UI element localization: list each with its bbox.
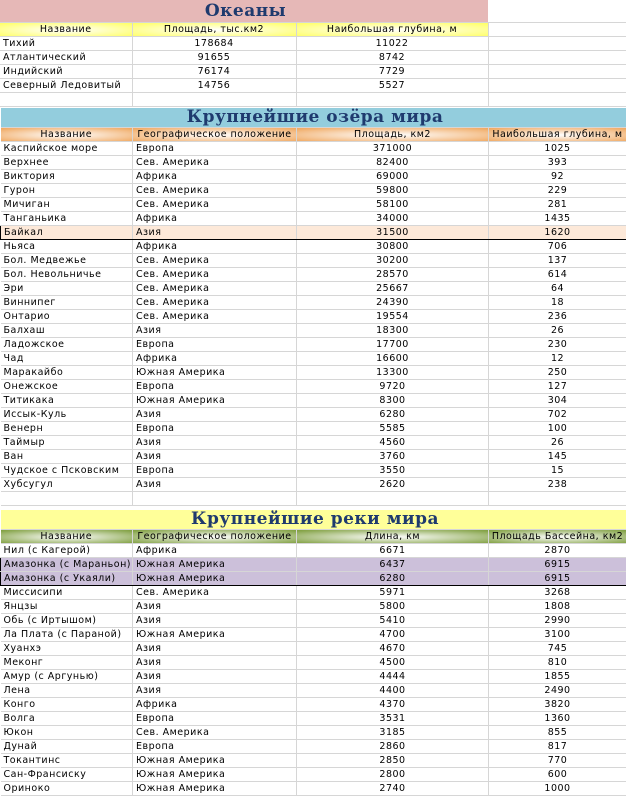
rivers-cell: 1360 [489, 712, 626, 726]
lakes-cell: Чад [1, 352, 133, 366]
rivers-cell: Южная Америка [133, 558, 297, 572]
table-row[interactable] [1, 296, 626, 310]
lakes-cell: Ладожское [1, 338, 133, 352]
lakes-cell: 58100 [297, 198, 489, 212]
lakes-cell: 250 [489, 366, 626, 380]
rivers-cell: Ла Плата (с Параной) [1, 628, 133, 642]
lakes-header-0: Название [1, 128, 133, 142]
rivers-cell: Европа [133, 712, 297, 726]
empty-row [1, 492, 626, 506]
oceans-table [0, 0, 626, 107]
rivers-cell: 4670 [297, 642, 489, 656]
oceans-cell: 178684 [132, 37, 296, 51]
table-row[interactable] [1, 754, 626, 768]
lakes-cell: Африка [133, 240, 297, 254]
rivers-cell: Амазонка (с Укаяли) [1, 572, 133, 586]
lakes-cell: Африка [133, 170, 297, 184]
lakes-cell: Бол. Медвежье [1, 254, 133, 268]
lakes-cell: Сев. Америка [133, 254, 297, 268]
rivers-cell: Ориноко [1, 782, 133, 796]
rivers-cell: Сев. Америка [133, 586, 297, 600]
table-row[interactable] [1, 254, 626, 268]
lakes-cell: Азия [133, 450, 297, 464]
lakes-cell: 13300 [297, 366, 489, 380]
lakes-cell: Европа [133, 338, 297, 352]
lakes-cell: Каспийское море [1, 142, 133, 156]
lakes-cell: 28570 [297, 268, 489, 282]
lakes-cell: Африка [133, 352, 297, 366]
rivers-cell: Южная Америка [133, 572, 297, 586]
lakes-cell: 19554 [297, 310, 489, 324]
lakes-cell: Европа [133, 464, 297, 478]
oceans-header-2: Наибольшая глубина, м [296, 23, 488, 37]
lakes-cell: 4560 [297, 436, 489, 450]
rivers-cell: Хуанхэ [1, 642, 133, 656]
rivers-header-2: Длина, км [297, 530, 489, 544]
oceans-cell: 8742 [296, 51, 488, 65]
table-row[interactable] [1, 422, 626, 436]
rivers-cell: Амазонка (с Мараньон) [1, 558, 133, 572]
rivers-cell: 2860 [297, 740, 489, 754]
lakes-cell: 702 [489, 408, 626, 422]
oceans-cell: 7729 [296, 65, 488, 79]
lakes-cell: 127 [489, 380, 626, 394]
lakes-cell: 25667 [297, 282, 489, 296]
rivers-cell: 1808 [489, 600, 626, 614]
lakes-title: Крупнейшие озёра мира [1, 108, 626, 128]
lakes-cell: 1025 [489, 142, 626, 156]
lakes-cell: Азия [133, 436, 297, 450]
lakes-cell: Иссык-Куль [1, 408, 133, 422]
rivers-cell: 3100 [489, 628, 626, 642]
oceans-cell: 14756 [132, 79, 296, 93]
lakes-cell: 137 [489, 254, 626, 268]
rivers-cell: 1000 [489, 782, 626, 796]
table-row[interactable] [1, 726, 626, 740]
rivers-cell: 600 [489, 768, 626, 782]
lakes-cell: 82400 [297, 156, 489, 170]
lakes-cell: 371000 [297, 142, 489, 156]
lakes-cell: Сев. Америка [133, 310, 297, 324]
table-row[interactable] [1, 614, 626, 628]
lakes-cell: 8300 [297, 394, 489, 408]
empty-row [0, 93, 626, 107]
lakes-cell: Мичиган [1, 198, 133, 212]
lakes-cell: 5585 [297, 422, 489, 436]
oceans-header-1: Площадь, тыс.км2 [132, 23, 296, 37]
table-row[interactable] [1, 408, 626, 422]
rivers-cell: 4700 [297, 628, 489, 642]
lakes-cell: Венерн [1, 422, 133, 436]
oceans-cell: Тихий [0, 37, 132, 51]
lakes-header-1: Географическое положение [133, 128, 297, 142]
rivers-cell: 6915 [489, 558, 626, 572]
rivers-cell: Азия [133, 600, 297, 614]
lakes-cell: 145 [489, 450, 626, 464]
rivers-cell: Янцзы [1, 600, 133, 614]
lakes-cell: Южная Америка [133, 394, 297, 408]
lakes-table [0, 108, 626, 506]
table-row[interactable] [0, 79, 626, 93]
table-row[interactable] [1, 712, 626, 726]
rivers-header-0: Название [1, 530, 133, 544]
table-row[interactable] [1, 586, 626, 600]
table-row[interactable] [1, 226, 626, 240]
rivers-cell: 1855 [489, 670, 626, 684]
oceans-cell: 5527 [296, 79, 488, 93]
lakes-cell: 1620 [489, 226, 626, 240]
rivers-cell: 3820 [489, 698, 626, 712]
lakes-cell: Европа [133, 142, 297, 156]
table-row[interactable] [0, 51, 626, 65]
rivers-cell: 2850 [297, 754, 489, 768]
lakes-header-2: Площадь, км2 [297, 128, 489, 142]
rivers-cell: 5800 [297, 600, 489, 614]
lakes-cell: Сев. Америка [133, 184, 297, 198]
table-row[interactable] [1, 572, 626, 586]
lakes-cell: Сев. Америка [133, 282, 297, 296]
lakes-cell: 26 [489, 436, 626, 450]
lakes-cell: 3550 [297, 464, 489, 478]
oceans-title: Океаны [0, 0, 488, 23]
rivers-cell: Азия [133, 614, 297, 628]
lakes-cell: Маракайбо [1, 366, 133, 380]
lakes-cell: Таймыр [1, 436, 133, 450]
lakes-cell: Виннипег [1, 296, 133, 310]
lakes-cell: 92 [489, 170, 626, 184]
rivers-cell: Европа [133, 740, 297, 754]
table-row[interactable] [1, 600, 626, 614]
table-row[interactable] [1, 366, 626, 380]
lakes-cell: 59800 [297, 184, 489, 198]
rivers-cell: 3531 [297, 712, 489, 726]
lakes-cell: Гурон [1, 184, 133, 198]
lakes-cell: 304 [489, 394, 626, 408]
lakes-cell: Азия [133, 478, 297, 492]
rivers-cell: Обь (с Иртышом) [1, 614, 133, 628]
rivers-cell: 4370 [297, 698, 489, 712]
lakes-cell: Байкал [1, 226, 133, 240]
rivers-cell: Миссисипи [1, 586, 133, 600]
rivers-cell: Амур (с Аргунью) [1, 670, 133, 684]
rivers-cell: 2490 [489, 684, 626, 698]
rivers-cell: 810 [489, 656, 626, 670]
table-row[interactable] [1, 642, 626, 656]
lakes-cell: 9720 [297, 380, 489, 394]
rivers-cell: 6915 [489, 572, 626, 586]
rivers-cell: Азия [133, 656, 297, 670]
rivers-cell: Азия [133, 642, 297, 656]
table-row[interactable] [1, 656, 626, 670]
rivers-cell: 4400 [297, 684, 489, 698]
lakes-cell: 18300 [297, 324, 489, 338]
lakes-cell: Африка [133, 212, 297, 226]
rivers-cell: Волга [1, 712, 133, 726]
rivers-cell: Азия [133, 670, 297, 684]
table-row[interactable] [1, 198, 626, 212]
lakes-cell: Ван [1, 450, 133, 464]
rivers-title: Крупнейшие реки мира [1, 510, 626, 530]
lakes-cell: 30200 [297, 254, 489, 268]
rivers-cell: Сан-Франсиску [1, 768, 133, 782]
lakes-cell: 393 [489, 156, 626, 170]
lakes-cell: Онтарио [1, 310, 133, 324]
rivers-cell: 3185 [297, 726, 489, 740]
oceans-header-0: Название [0, 23, 132, 37]
table-row[interactable] [0, 37, 626, 51]
lakes-cell: Южная Америка [133, 366, 297, 380]
table-row[interactable] [1, 478, 626, 492]
lakes-cell: 64 [489, 282, 626, 296]
lakes-cell: 6280 [297, 408, 489, 422]
rivers-cell: Африка [133, 544, 297, 558]
rivers-cell: Нил (с Кагерой) [1, 544, 133, 558]
table-row[interactable] [1, 324, 626, 338]
table-row[interactable] [1, 558, 626, 572]
table-row[interactable] [1, 352, 626, 366]
rivers-cell: 3268 [489, 586, 626, 600]
lakes-cell: Танганьика [1, 212, 133, 226]
lakes-cell: Сев. Америка [133, 198, 297, 212]
lakes-cell: Чудское с Псковским [1, 464, 133, 478]
rivers-cell: Меконг [1, 656, 133, 670]
table-row[interactable] [1, 450, 626, 464]
lakes-cell: 614 [489, 268, 626, 282]
rivers-cell: Африка [133, 698, 297, 712]
rivers-header-1: Географическое положение [133, 530, 297, 544]
rivers-cell: 4444 [297, 670, 489, 684]
rivers-cell: 770 [489, 754, 626, 768]
rivers-cell: Юкон [1, 726, 133, 740]
table-row[interactable] [1, 544, 626, 558]
rivers-cell: Токантинс [1, 754, 133, 768]
rivers-cell: Конго [1, 698, 133, 712]
table-row[interactable] [1, 394, 626, 408]
rivers-cell: 817 [489, 740, 626, 754]
lakes-cell: Азия [133, 408, 297, 422]
table-row[interactable] [1, 282, 626, 296]
table-row[interactable] [1, 782, 626, 796]
table-row[interactable] [1, 628, 626, 642]
table-row[interactable] [0, 65, 626, 79]
rivers-cell: Южная Америка [133, 754, 297, 768]
rivers-cell: Южная Америка [133, 768, 297, 782]
lakes-cell: 69000 [297, 170, 489, 184]
table-row[interactable] [1, 768, 626, 782]
rivers-cell: 2740 [297, 782, 489, 796]
rivers-cell: Дунай [1, 740, 133, 754]
lakes-cell: 34000 [297, 212, 489, 226]
lakes-cell: 16600 [297, 352, 489, 366]
lakes-cell: Титикака [1, 394, 133, 408]
oceans-cell: 11022 [296, 37, 488, 51]
rivers-cell: Южная Америка [133, 782, 297, 796]
lakes-cell: 230 [489, 338, 626, 352]
lakes-cell: 3760 [297, 450, 489, 464]
table-row[interactable] [1, 156, 626, 170]
lakes-cell: Онежское [1, 380, 133, 394]
lakes-cell: Европа [133, 380, 297, 394]
lakes-cell: Азия [133, 226, 297, 240]
lakes-cell: 30800 [297, 240, 489, 254]
oceans-cell: Индийский [0, 65, 132, 79]
lakes-cell: Ньяса [1, 240, 133, 254]
rivers-cell: 2800 [297, 768, 489, 782]
lakes-cell: Верхнее [1, 156, 133, 170]
table-row[interactable] [1, 240, 626, 254]
lakes-cell: Эри [1, 282, 133, 296]
table-row[interactable] [1, 436, 626, 450]
lakes-cell: 236 [489, 310, 626, 324]
rivers-cell: 745 [489, 642, 626, 656]
table-row[interactable] [1, 684, 626, 698]
lakes-cell: Балхаш [1, 324, 133, 338]
lakes-cell: 281 [489, 198, 626, 212]
rivers-cell: 5971 [297, 586, 489, 600]
rivers-cell: 6437 [297, 558, 489, 572]
lakes-cell: Сев. Америка [133, 268, 297, 282]
lakes-cell: 1435 [489, 212, 626, 226]
oceans-cell: Атлантический [0, 51, 132, 65]
lakes-cell: 706 [489, 240, 626, 254]
lakes-header-3: Наибольшая глубина, м [489, 128, 626, 142]
table-row[interactable] [1, 184, 626, 198]
lakes-cell: Бол. Невольничье [1, 268, 133, 282]
lakes-cell: Сев. Америка [133, 156, 297, 170]
table-row[interactable] [1, 670, 626, 684]
rivers-cell: 4500 [297, 656, 489, 670]
rivers-cell: Сев. Америка [133, 726, 297, 740]
table-row[interactable] [1, 740, 626, 754]
table-row[interactable] [1, 268, 626, 282]
rivers-cell: 6671 [297, 544, 489, 558]
lakes-cell: 31500 [297, 226, 489, 240]
rivers-cell: 2990 [489, 614, 626, 628]
lakes-cell: 24390 [297, 296, 489, 310]
lakes-cell: Сев. Америка [133, 296, 297, 310]
lakes-cell: 238 [489, 478, 626, 492]
rivers-table [0, 510, 626, 796]
rivers-cell: 855 [489, 726, 626, 740]
rivers-cell: 2870 [489, 544, 626, 558]
table-row[interactable] [1, 310, 626, 324]
table-row[interactable] [1, 338, 626, 352]
rivers-cell: 6280 [297, 572, 489, 586]
rivers-cell: 5410 [297, 614, 489, 628]
table-row[interactable] [1, 170, 626, 184]
lakes-cell: 12 [489, 352, 626, 366]
lakes-cell: Европа [133, 422, 297, 436]
oceans-cell: Северный Ледовитый [0, 79, 132, 93]
table-row[interactable] [1, 212, 626, 226]
lakes-cell: Хубсугул [1, 478, 133, 492]
lakes-cell: 26 [489, 324, 626, 338]
lakes-cell: 15 [489, 464, 626, 478]
lakes-cell: 17700 [297, 338, 489, 352]
table-row[interactable] [1, 464, 626, 478]
oceans-cell: 91655 [132, 51, 296, 65]
table-row[interactable] [1, 142, 626, 156]
lakes-cell: 229 [489, 184, 626, 198]
rivers-cell: Азия [133, 684, 297, 698]
lakes-cell: 100 [489, 422, 626, 436]
lakes-cell: 2620 [297, 478, 489, 492]
lakes-cell: Азия [133, 324, 297, 338]
oceans-cell: 76174 [132, 65, 296, 79]
rivers-cell: Лена [1, 684, 133, 698]
table-row[interactable] [1, 698, 626, 712]
rivers-header-3: Площадь Бассейна, км2 [489, 530, 626, 544]
table-row[interactable] [1, 380, 626, 394]
rivers-cell: Южная Америка [133, 628, 297, 642]
lakes-cell: Виктория [1, 170, 133, 184]
lakes-cell: 18 [489, 296, 626, 310]
